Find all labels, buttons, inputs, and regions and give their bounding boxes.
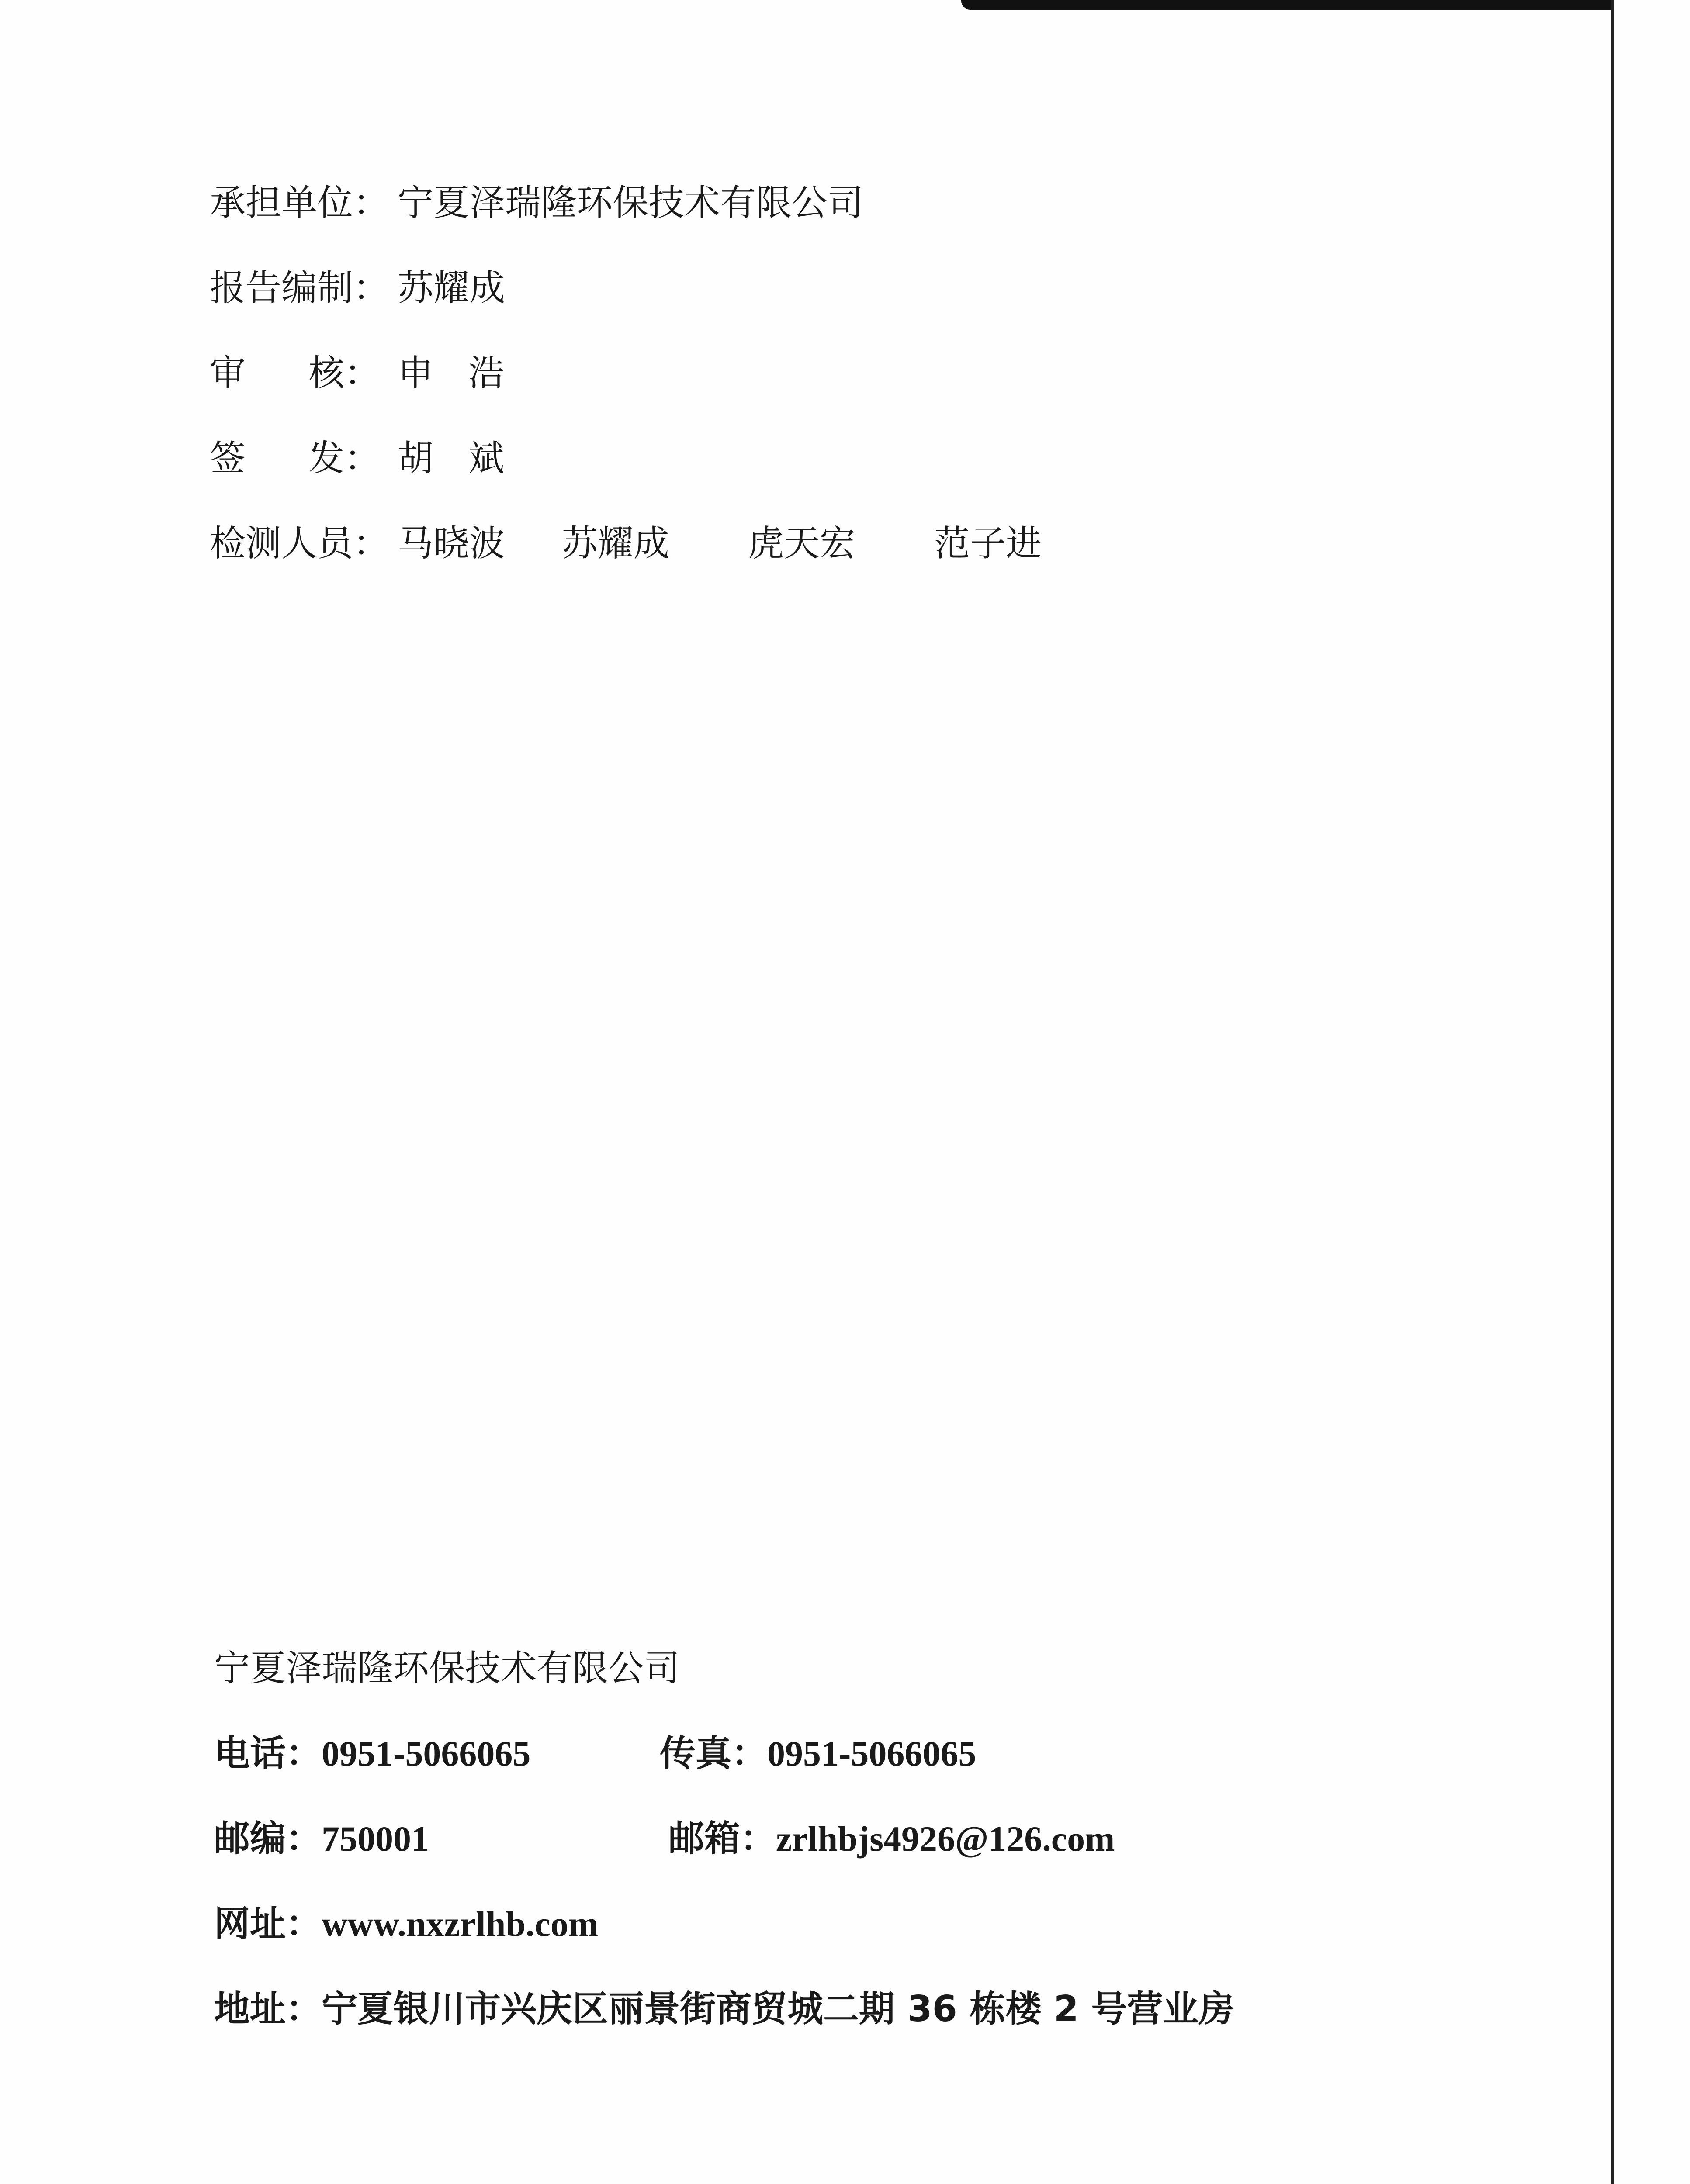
email-value: zrlhbjs4926@126.com (776, 1819, 1115, 1859)
staff-member: 苏耀成 (562, 523, 670, 564)
staff-member: 虎天宏 (748, 523, 856, 564)
unit-row (210, 181, 863, 225)
unit-value: 宁夏泽瑞隆环保技术有限公司 (398, 182, 864, 224)
issue-value: 胡 斌 (398, 438, 505, 479)
staff-member: 范子进 (934, 523, 1042, 564)
author-value: 苏耀成 (398, 267, 506, 309)
phone-label: 电话： (214, 1733, 322, 1774)
website-value: www.nxzrlhb.com (322, 1904, 599, 1944)
phone-row (214, 1732, 530, 1776)
unit-label: 承担单位： (210, 182, 389, 224)
scan-right-edge (1611, 0, 1614, 2184)
scan-top-edge (961, 0, 1612, 10)
postcode-value: 750001 (322, 1819, 429, 1859)
address-value: 宁夏银川市兴庆区丽景街商贸城二期 36 栋楼 2 号营业房 (322, 1988, 1235, 2030)
phone-value: 0951-5066065 (322, 1734, 531, 1773)
staff-label: 检测人员： (210, 523, 389, 564)
website-label: 网址： (214, 1903, 322, 1945)
issue-row (210, 437, 504, 480)
address-label: 地址： (214, 1988, 322, 2030)
website-row (214, 1902, 598, 1946)
review-value: 申 浩 (398, 352, 505, 394)
author-row (210, 266, 505, 310)
review-row (210, 352, 504, 395)
staff-row (210, 522, 1098, 566)
postcode-label: 邮编： (214, 1818, 322, 1859)
email-label: 邮箱： (668, 1818, 776, 1859)
review-label: 审 核： (210, 352, 380, 394)
address-row (214, 1987, 1234, 2031)
email-row (668, 1817, 1115, 1861)
fax-value: 0951-5066065 (767, 1734, 977, 1773)
author-label: 报告编制： (210, 267, 389, 309)
fax-row (660, 1732, 976, 1776)
issue-label: 签 发： (210, 438, 380, 479)
contact-company: 宁夏泽瑞隆环保技术有限公司 (214, 1648, 680, 1689)
fax-label: 传真： (660, 1733, 768, 1774)
postcode-row (214, 1817, 429, 1861)
staff-member: 马晓波 (398, 523, 506, 564)
